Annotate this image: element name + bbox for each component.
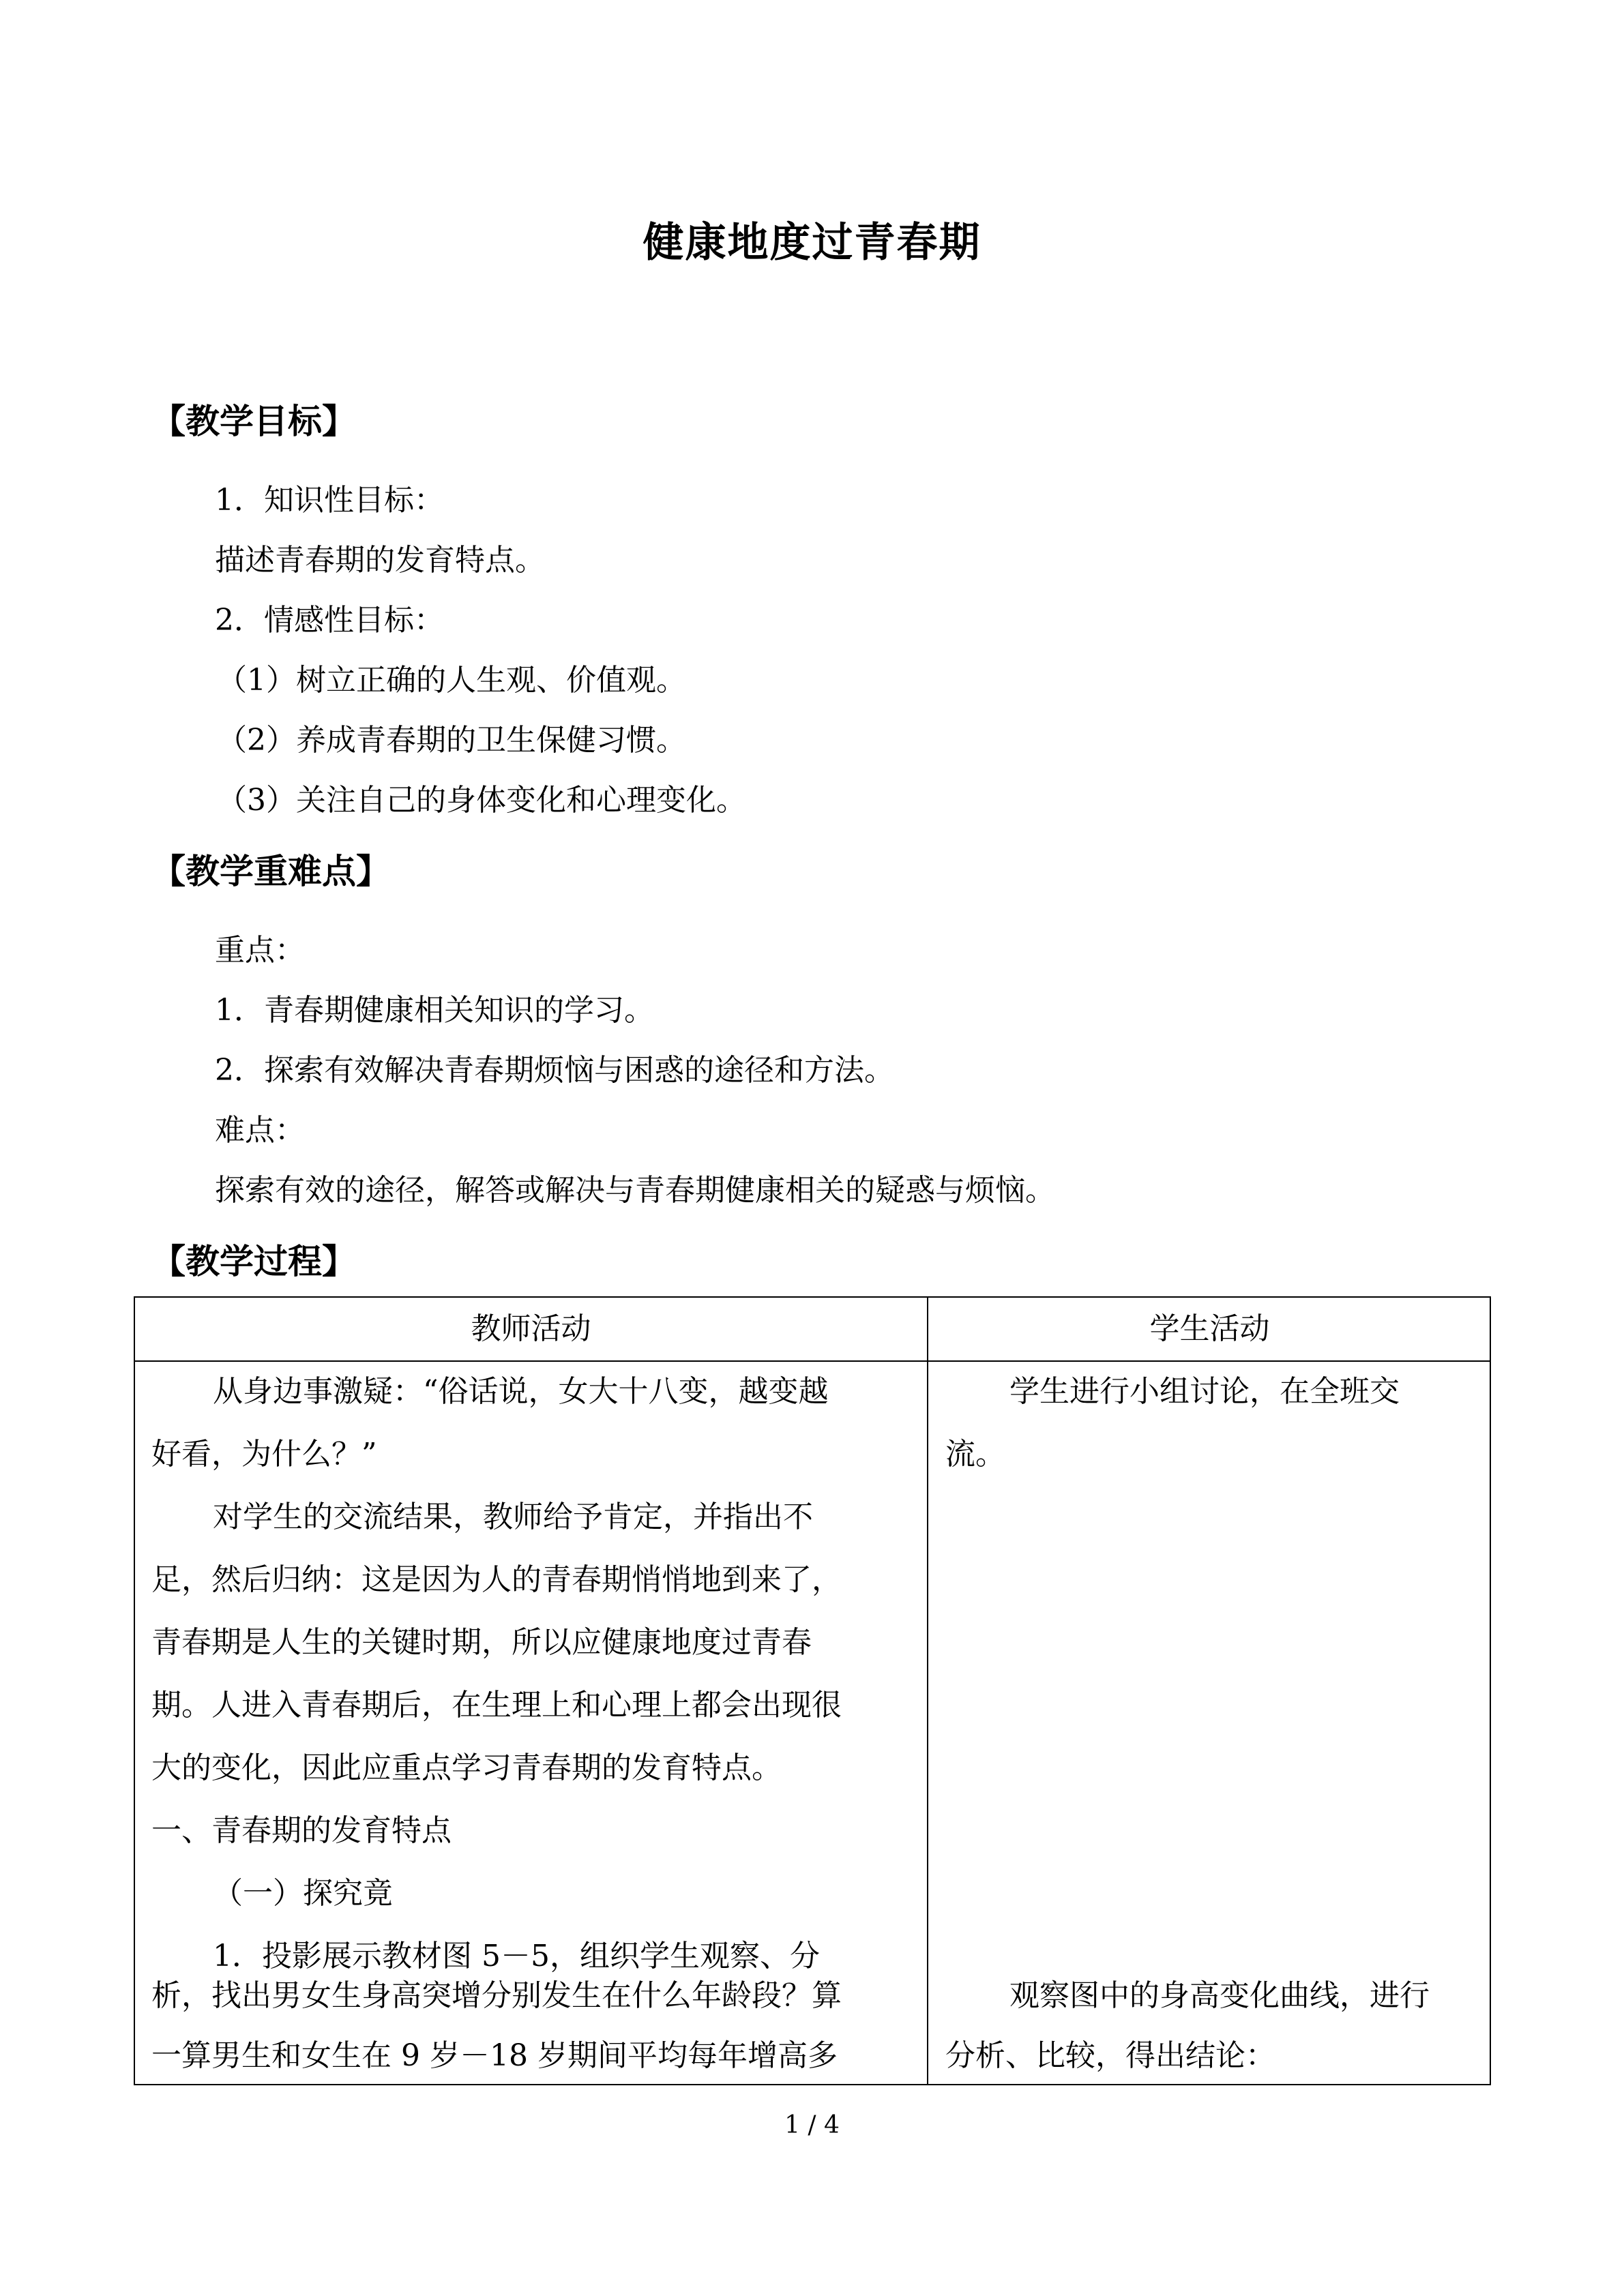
key-point-line: 重点： [215, 933, 305, 968]
teacher-activity-line: 足，然后归纳：这是因为人的青春期悄悄地到来了， [151, 1562, 842, 1597]
objective-line: （2）养成青春期的卫生保健习惯。 [217, 723, 686, 758]
objective-line: （3）关注自己的身体变化和心理变化。 [217, 783, 746, 818]
key-point-line: 探索有效的途径，解答或解决与青春期健康相关的疑惑与烦恼。 [215, 1173, 1055, 1208]
student-activity-line: 学生进行小组讨论，在全班交 [1009, 1374, 1400, 1409]
teacher-activity-line: 一、青春期的发育特点 [151, 1813, 452, 1848]
key-point-line: 2．探索有效解决青春期烦恼与困惑的途径和方法。 [215, 1053, 894, 1088]
student-activity-line: 观察图中的身高变化曲线，进行 [1009, 1978, 1430, 2013]
table-column-divider [927, 1298, 928, 2084]
student-activity-line: 分析、比较，得出结论： [945, 2038, 1275, 2073]
process-table [134, 1296, 1491, 2085]
teacher-activity-line: 1．投影展示教材图 5－5，组织学生观察、分 [213, 1939, 820, 1973]
teacher-activity-line: 一算男生和女生在 9 岁－18 岁期间平均每年增高多 [151, 2038, 838, 2073]
heading-objectives: 【教学目标】 [151, 402, 356, 441]
teacher-activity-line: 析，找出男女生身高突增分别发生在什么年龄段？算 [151, 1978, 842, 2013]
objective-line: 描述青春期的发育特点。 [215, 543, 545, 578]
teacher-activity-line: 青春期是人生的关键时期，所以应健康地度过青春 [151, 1625, 812, 1660]
key-point-line: 1．青春期健康相关知识的学习。 [215, 993, 654, 1028]
heading-key-points: 【教学重难点】 [151, 852, 390, 891]
objective-line: 2．情感性目标： [215, 603, 444, 638]
student-activity-line: 流。 [945, 1437, 1005, 1472]
teacher-activity-line: 从身边事激疑：“俗话说，女大十八变，越变越 [213, 1374, 829, 1409]
document-title: 健康地度过青春期 [643, 219, 981, 267]
objective-line: 1．知识性目标： [215, 483, 444, 518]
table-header-teacher: 教师活动 [471, 1311, 591, 1346]
teacher-activity-line: 对学生的交流结果，教师给予肯定，并指出不 [213, 1500, 813, 1534]
teacher-activity-line: 大的变化，因此应重点学习青春期的发育特点。 [151, 1750, 782, 1785]
teacher-activity-line: （一）探究竟 [213, 1876, 393, 1911]
table-header-student: 学生活动 [1149, 1311, 1270, 1346]
objective-line: （1）树立正确的人生观、价值观。 [217, 663, 686, 698]
page-number: 1 / 4 [784, 2111, 840, 2139]
heading-process: 【教学过程】 [151, 1242, 356, 1281]
teacher-activity-line: 期。人进入青春期后，在生理上和心理上都会出现很 [151, 1688, 842, 1723]
key-point-line: 难点： [215, 1113, 305, 1148]
teacher-activity-line: 好看，为什么？” [151, 1437, 377, 1472]
